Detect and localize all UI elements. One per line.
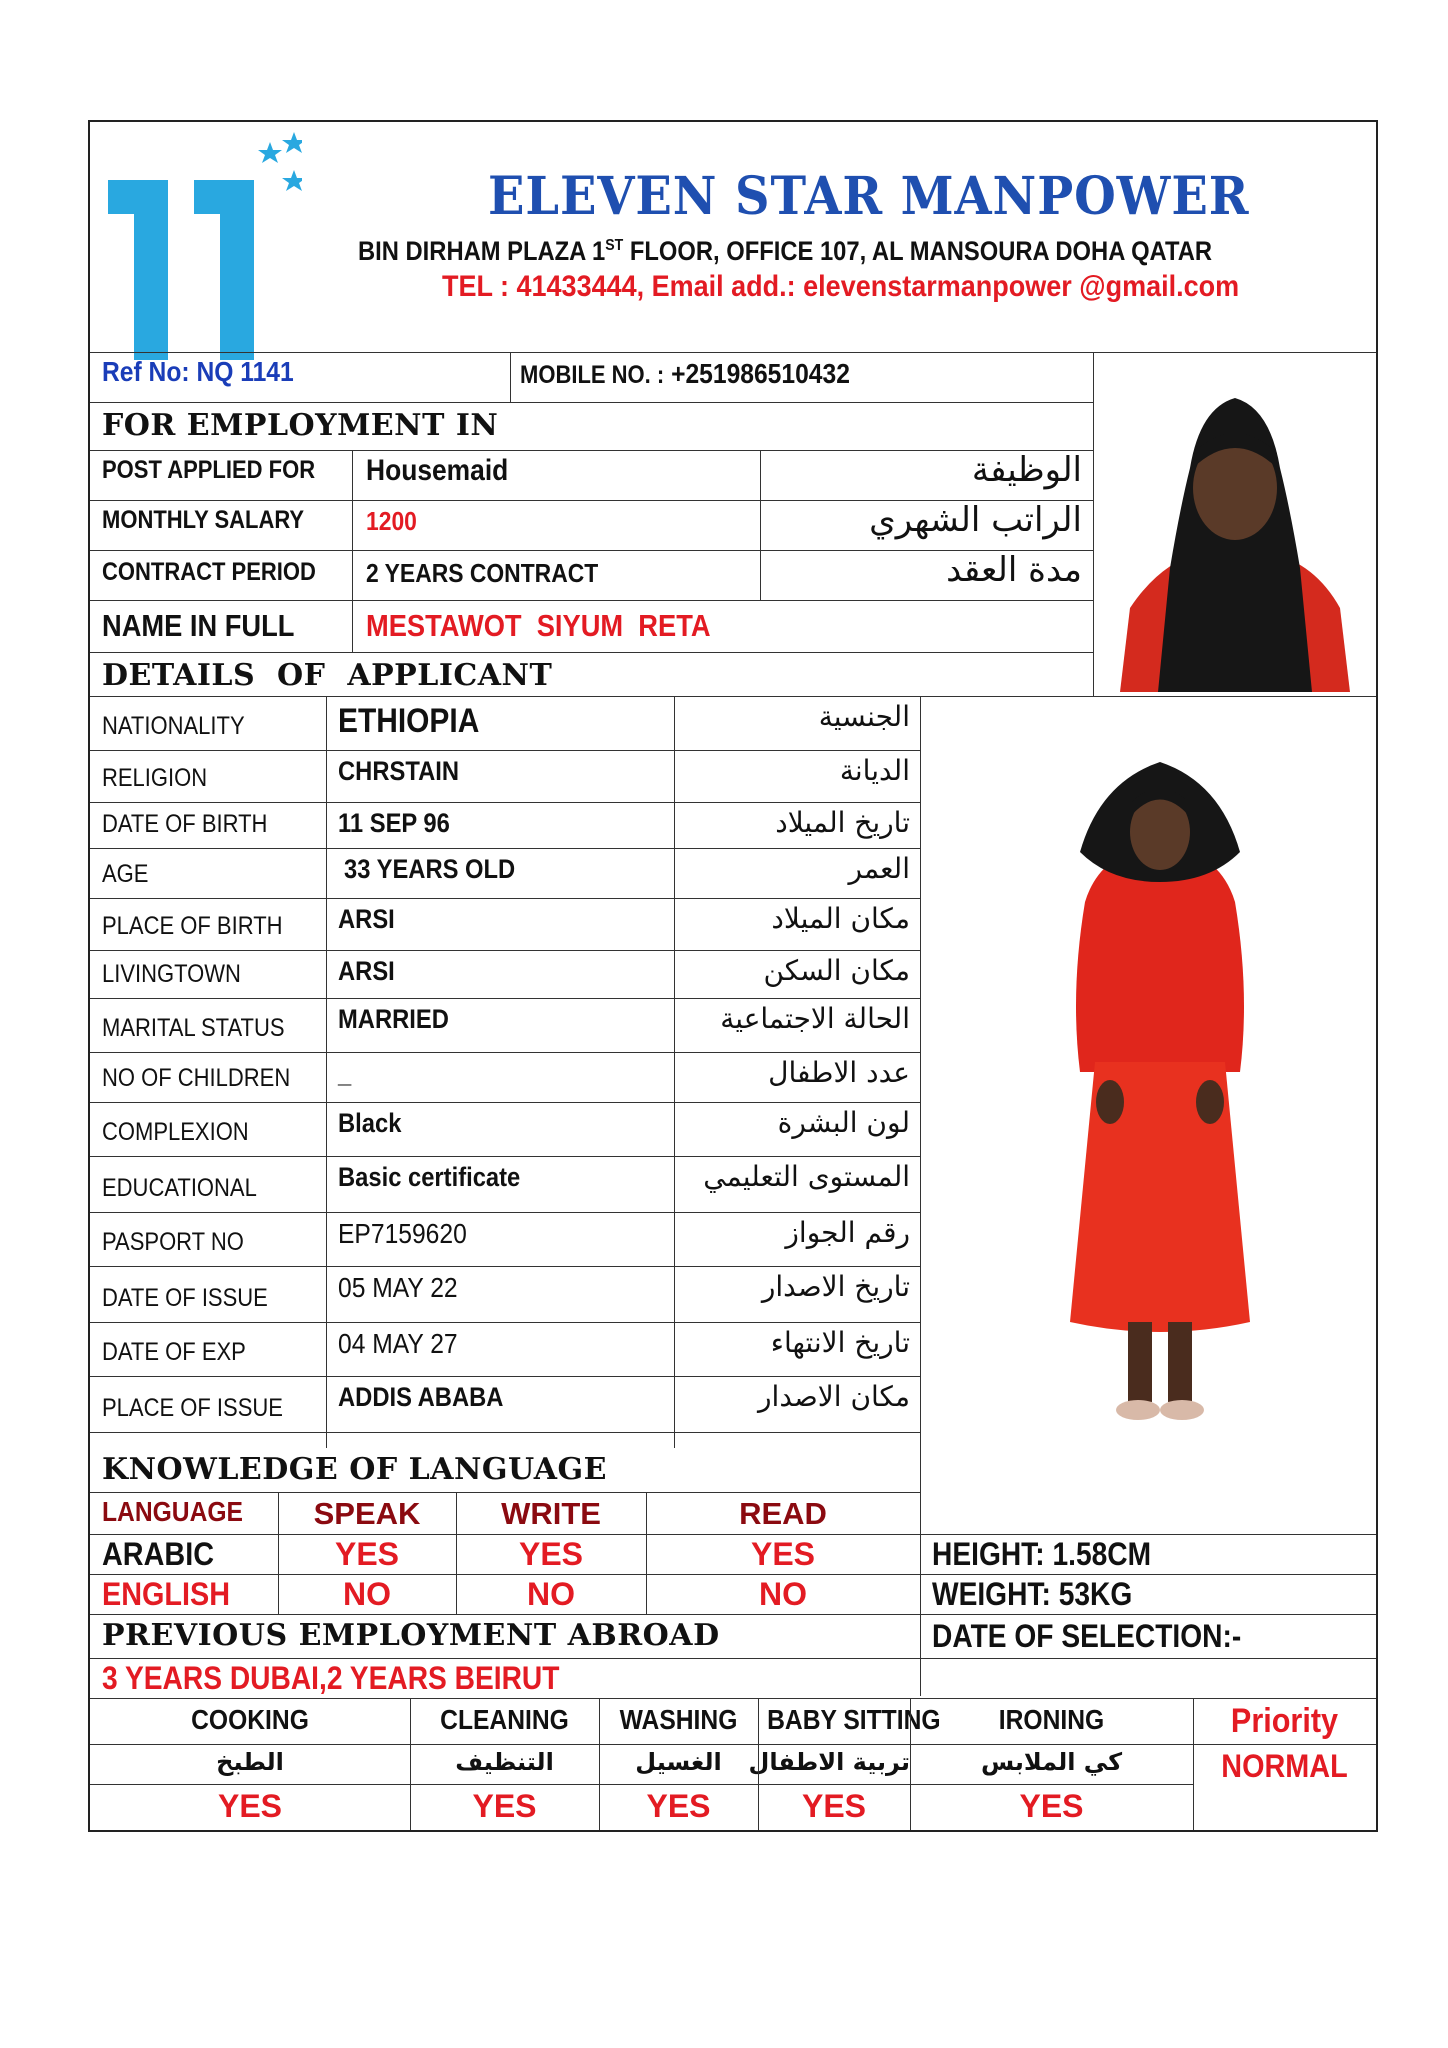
address-part-2: FLOOR, OFFICE 107, AL MANSOURA DOHA QATAR xyxy=(623,236,1213,266)
section-title-previous-employment: PREVIOUS EMPLOYMENT ABROAD xyxy=(102,1618,720,1653)
detail-arabic: لون البشرة xyxy=(777,1106,910,1139)
skill-label: CLEANING xyxy=(440,1704,569,1735)
divider xyxy=(90,1534,1376,1535)
mobile-number xyxy=(520,358,872,398)
date-of-selection: DATE OF SELECTION:- xyxy=(932,1618,1242,1654)
skill-arabic: تربية الاطفال xyxy=(748,1748,910,1776)
detail-label: EDUCATIONAL xyxy=(102,1174,257,1202)
priority-value: NORMAL xyxy=(1221,1748,1348,1784)
detail-arabic: رقم الجواز xyxy=(785,1216,910,1249)
divider xyxy=(758,1698,759,1830)
address-part-1: BIN DIRHAM PLAZA 1 xyxy=(358,236,606,266)
skill-arabic: الطبخ xyxy=(216,1748,284,1776)
skill-label: BABY SITTING xyxy=(767,1704,941,1735)
detail-arabic: تاريخ الاصدار xyxy=(761,1270,910,1303)
priority-label: Priority xyxy=(1230,1702,1339,1740)
section-title-language: KNOWLEDGE OF LANGUAGE xyxy=(102,1452,608,1487)
detail-arabic: مكان الميلاد xyxy=(771,902,910,935)
weight-info: WEIGHT: 53KG xyxy=(932,1576,1133,1612)
skill-value: YES xyxy=(1019,1788,1084,1824)
mobile-value: +251986510432 xyxy=(671,358,850,389)
skill-value: YES xyxy=(801,1788,867,1824)
application-form xyxy=(88,120,1378,1832)
detail-arabic: المستوى التعليمي xyxy=(703,1160,910,1193)
language-english: ENGLISH xyxy=(102,1576,231,1612)
divider xyxy=(90,802,920,803)
divider xyxy=(90,1212,920,1213)
detail-label: NO OF CHILDREN xyxy=(102,1064,291,1092)
language-header-speak: SPEAK xyxy=(313,1496,421,1531)
ref-label: Ref No: xyxy=(102,356,190,387)
divider xyxy=(90,1574,1376,1575)
language-header-language: LANGUAGE xyxy=(102,1496,244,1527)
arabic-read: YES xyxy=(750,1536,816,1572)
divider xyxy=(90,1492,920,1493)
detail-arabic: مكان الاصدار xyxy=(758,1380,910,1413)
detail-arabic: تاريخ الانتهاء xyxy=(770,1326,910,1359)
skill-arabic: الغسيل xyxy=(635,1748,722,1776)
divider xyxy=(90,848,920,849)
detail-label: DATE OF BIRTH xyxy=(102,810,268,838)
mobile-label: MOBILE NO. : xyxy=(520,361,665,389)
divider xyxy=(90,402,1093,403)
detail-label: LIVINGTOWN xyxy=(102,960,241,988)
contract-period-arabic: مدة العقد xyxy=(946,550,1082,590)
previous-employment-value: 3 YEARS DUBAI,2 YEARS BEIRUT xyxy=(102,1660,560,1696)
skill-label: WASHING xyxy=(619,1704,738,1735)
divider xyxy=(90,652,1093,653)
english-read: NO xyxy=(759,1576,807,1612)
divider xyxy=(90,1102,920,1103)
skill-label: COOKING xyxy=(191,1704,309,1735)
divider xyxy=(90,1614,1376,1615)
company-address xyxy=(358,236,1238,272)
divider xyxy=(352,450,353,652)
divider xyxy=(90,1052,920,1053)
section-title-employment: FOR EMPLOYMENT IN xyxy=(102,408,499,443)
detail-label: DATE OF EXP xyxy=(102,1338,246,1366)
detail-value: MARRIED xyxy=(338,1004,449,1034)
divider xyxy=(920,696,921,1696)
skill-value: YES xyxy=(472,1788,537,1824)
skill-value: YES xyxy=(646,1788,711,1824)
divider xyxy=(90,1432,920,1433)
divider xyxy=(90,950,920,951)
divider xyxy=(90,1266,920,1267)
skill-value: YES xyxy=(217,1788,283,1824)
detail-value: ARSI xyxy=(338,956,395,986)
ref-number xyxy=(102,356,454,396)
divider xyxy=(90,352,1376,353)
arabic-speak: YES xyxy=(334,1536,400,1572)
detail-label: PASPORT NO xyxy=(102,1228,244,1256)
detail-arabic: العمر xyxy=(848,852,910,885)
divider xyxy=(90,898,920,899)
company-contact: TEL : 41433444, Email add.: elevenstarmanpower @gmail.com xyxy=(442,270,1240,303)
height-info: HEIGHT: 1.58CM xyxy=(932,1536,1152,1572)
detail-arabic: مكان السكن xyxy=(763,954,910,987)
detail-label: RELIGION xyxy=(102,764,208,792)
detail-value: Black xyxy=(338,1108,402,1138)
divider xyxy=(90,750,920,751)
skill-arabic: كي الملابس xyxy=(980,1748,1123,1776)
full-name-label: NAME IN FULL xyxy=(102,608,295,643)
divider xyxy=(510,352,511,402)
divider xyxy=(674,696,675,1448)
divider xyxy=(90,1156,920,1157)
ref-value: NQ 1141 xyxy=(196,356,294,387)
detail-arabic: عدد الاطفال xyxy=(768,1056,910,1089)
divider xyxy=(90,1376,920,1377)
post-applied-value: Housemaid xyxy=(366,454,509,487)
post-applied-arabic: الوظيفة xyxy=(971,450,1082,490)
detail-value: 11 SEP 96 xyxy=(338,808,450,838)
section-title-details: DETAILS OF APPLICANT xyxy=(102,658,553,693)
detail-value: Basic certificate xyxy=(338,1162,521,1192)
applicant-portrait-photo xyxy=(1100,358,1370,692)
monthly-salary-arabic: الراتب الشهري xyxy=(869,500,1082,540)
detail-value: 05 MAY 22 xyxy=(338,1272,458,1303)
divider xyxy=(90,998,920,999)
detail-value: CHRSTAIN xyxy=(338,756,459,786)
detail-value: _ xyxy=(338,1058,352,1088)
detail-label: NATIONALITY xyxy=(102,712,245,740)
skill-label: IRONING xyxy=(998,1704,1105,1735)
divider xyxy=(760,450,761,600)
detail-value: ARSI xyxy=(338,904,395,934)
detail-label: DATE OF ISSUE xyxy=(102,1284,268,1312)
divider xyxy=(1093,352,1094,696)
language-header-read: READ xyxy=(739,1496,827,1531)
divider xyxy=(90,1322,920,1323)
applicant-full-body-photo xyxy=(1040,742,1280,1432)
divider xyxy=(90,1698,1376,1699)
divider xyxy=(90,1744,1376,1745)
detail-arabic: الجنسية xyxy=(818,700,910,733)
english-speak: NO xyxy=(343,1576,391,1612)
divider xyxy=(90,1658,1376,1659)
divider xyxy=(599,1698,600,1830)
detail-value: 04 MAY 27 xyxy=(338,1328,458,1359)
divider xyxy=(90,600,1093,601)
arabic-write: YES xyxy=(518,1536,584,1572)
contract-period-value: 2 YEARS CONTRACT xyxy=(366,558,599,588)
detail-arabic: الحالة الاجتماعية xyxy=(720,1002,910,1035)
skill-arabic: التنظيف xyxy=(455,1748,554,1776)
detail-label: PLACE OF ISSUE xyxy=(102,1394,283,1422)
detail-value: EP7159620 xyxy=(338,1218,467,1249)
divider xyxy=(1193,1698,1194,1830)
company-name: ELEVEN STAR MANPOWER xyxy=(488,166,1250,227)
divider xyxy=(910,1698,911,1830)
detail-value: ETHIOPIA xyxy=(338,702,480,740)
detail-value: ADDIS ABABA xyxy=(338,1382,504,1412)
divider xyxy=(90,696,1376,697)
detail-arabic: تاريخ الميلاد xyxy=(775,806,910,839)
detail-label: MARITAL STATUS xyxy=(102,1014,285,1042)
detail-label: AGE xyxy=(102,860,149,888)
divider xyxy=(90,1784,1193,1785)
english-write: NO xyxy=(527,1576,575,1612)
detail-arabic: الديانة xyxy=(839,754,910,787)
post-applied-label: POST APPLIED FOR xyxy=(102,456,316,484)
monthly-salary-value: 1200 xyxy=(366,506,417,536)
language-header-write: WRITE xyxy=(501,1496,601,1531)
detail-value: 33 YEARS OLD xyxy=(344,854,516,884)
address-superscript: ST xyxy=(605,237,624,254)
contract-period-label: CONTRACT PERIOD xyxy=(102,558,316,586)
detail-label: COMPLEXION xyxy=(102,1118,249,1146)
company-logo xyxy=(102,130,302,370)
detail-label: PLACE OF BIRTH xyxy=(102,912,283,940)
monthly-salary-label: MONTHLY SALARY xyxy=(102,506,305,534)
divider xyxy=(410,1698,411,1830)
full-name-value: MESTAWOT SIYUM RETA xyxy=(366,608,711,643)
language-arabic: ARABIC xyxy=(102,1536,214,1572)
divider xyxy=(326,696,327,1448)
